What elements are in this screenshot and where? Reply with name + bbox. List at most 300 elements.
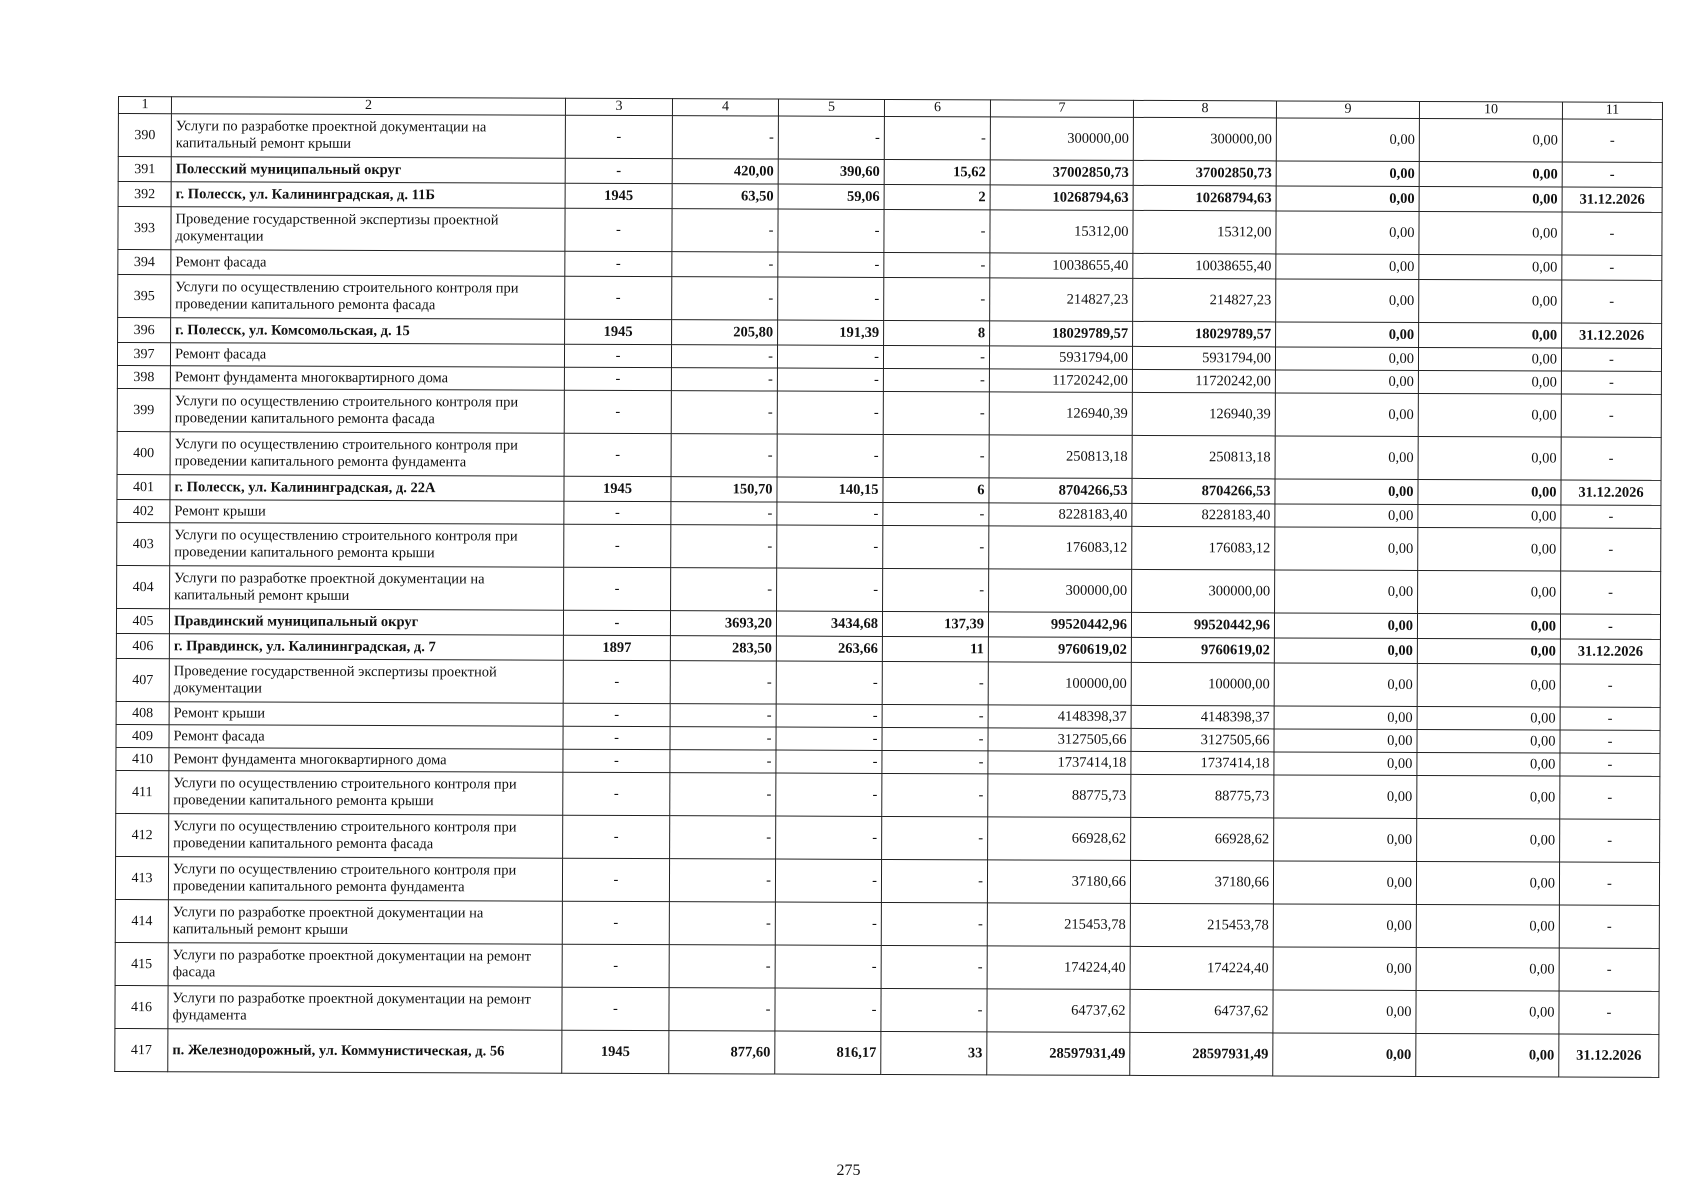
cell-col-6: - — [884, 209, 990, 252]
cell-col-6: 2 — [884, 184, 990, 209]
table-row — [117, 522, 1661, 571]
row-number: 406 — [116, 633, 169, 658]
cell-col-4: 150,70 — [671, 477, 777, 502]
cell-col-11: 31.12.2026 — [1562, 323, 1662, 348]
cell-col-8: 10038655,40 — [1133, 253, 1276, 279]
cell-col-5: - — [778, 209, 884, 252]
cell-col-10: 0,00 — [1417, 775, 1560, 819]
cell-col-5: - — [778, 116, 884, 159]
cell-col-7: 250813,18 — [989, 435, 1132, 479]
cell-col-9: 0,00 — [1276, 211, 1419, 255]
cell-col-4: - — [670, 750, 776, 773]
cell-col-8: 10268794,63 — [1133, 185, 1276, 211]
cell-col-4: - — [671, 568, 777, 611]
cell-col-8: 4148398,37 — [1131, 705, 1274, 729]
cell-col-6: - — [881, 859, 987, 902]
cell-col-6: - — [883, 368, 989, 391]
cell-col-6: - — [883, 345, 989, 368]
cell-col-5: 191,39 — [778, 320, 884, 345]
cell-year: 1945 — [562, 1030, 669, 1073]
row-number: 405 — [116, 608, 169, 633]
cell-col-4: - — [671, 525, 777, 568]
cell-year: - — [564, 524, 671, 567]
cell-col-10: 0,00 — [1416, 904, 1559, 948]
cell-col-10: 0,00 — [1417, 613, 1560, 639]
row-description: г. Правдинск, ул. Калининградская, д. 7 — [169, 634, 563, 661]
row-description: Услуги по осуществлению строительного контроля при проведении капитального ремонта фасада — [169, 814, 563, 859]
cell-year: - — [563, 703, 670, 726]
header-col-2: 2 — [171, 97, 565, 116]
header-col-7: 7 — [990, 100, 1133, 118]
cell-year: - — [563, 610, 670, 635]
cell-col-9: 0,00 — [1273, 947, 1416, 991]
cell-col-5: - — [778, 252, 884, 277]
cell-year: - — [564, 567, 671, 610]
cell-col-5: - — [777, 391, 883, 434]
cell-col-6: - — [882, 773, 988, 816]
cell-col-7: 15312,00 — [990, 210, 1133, 254]
row-number: 415 — [115, 942, 168, 985]
row-description: Проведение государственной экспертизы проектной документации — [171, 207, 565, 252]
row-number: 396 — [118, 318, 171, 343]
cell-col-9: 0,00 — [1275, 479, 1418, 505]
header-col-4: 4 — [672, 99, 778, 116]
cell-col-10: 0,00 — [1418, 504, 1561, 528]
cell-col-8: 9760619,02 — [1131, 637, 1274, 663]
cell-col-8: 11720242,00 — [1132, 369, 1275, 393]
row-number: 417 — [115, 1028, 168, 1071]
cell-col-9: 0,00 — [1274, 775, 1417, 819]
cell-col-8: 3127505,66 — [1131, 728, 1274, 752]
row-number: 393 — [118, 207, 171, 250]
table-row — [116, 770, 1660, 819]
cell-col-6: - — [883, 391, 989, 434]
table-row — [115, 985, 1659, 1034]
row-number: 399 — [117, 388, 170, 431]
row-number: 391 — [118, 157, 171, 182]
row-description: г. Полесск, ул. Калининградская, д. 22А — [170, 475, 564, 502]
cell-year: - — [564, 367, 671, 390]
cell-col-11: - — [1562, 119, 1662, 162]
header-col-6: 6 — [884, 99, 990, 116]
cell-year: - — [562, 944, 669, 987]
cell-col-6: 11 — [882, 636, 988, 661]
cell-col-10: 0,00 — [1417, 638, 1560, 664]
cell-col-7: 100000,00 — [988, 662, 1131, 706]
row-number: 413 — [115, 856, 168, 899]
cell-col-5: 390,60 — [778, 159, 884, 184]
cell-year: - — [563, 815, 670, 858]
cell-col-7: 9760619,02 — [988, 637, 1131, 663]
cell-col-9: 0,00 — [1276, 161, 1419, 187]
cell-col-7: 4148398,37 — [988, 705, 1131, 729]
header-col-10: 10 — [1419, 101, 1562, 119]
page-number: 275 — [836, 1162, 861, 1179]
cell-col-7: 11720242,00 — [989, 369, 1132, 393]
cell-col-4: - — [670, 727, 776, 750]
cell-col-8: 214827,23 — [1133, 278, 1276, 322]
cell-year: - — [563, 772, 670, 815]
header-col-3: 3 — [565, 98, 672, 115]
cell-col-4: - — [670, 773, 776, 816]
cell-col-5: 263,66 — [776, 636, 882, 661]
cell-col-11: - — [1561, 394, 1661, 437]
cell-col-10: 0,00 — [1418, 479, 1561, 505]
cell-col-8: 64737,62 — [1130, 989, 1273, 1033]
cell-col-4: - — [669, 859, 775, 902]
table-row — [115, 1028, 1659, 1077]
cell-col-8: 215453,78 — [1130, 903, 1273, 947]
cell-col-10: 0,00 — [1419, 211, 1562, 255]
row-number: 402 — [117, 499, 170, 522]
cell-col-4: - — [671, 434, 777, 477]
cell-col-11: - — [1559, 905, 1659, 948]
cell-col-8: 250813,18 — [1132, 435, 1275, 479]
cell-col-11: - — [1559, 991, 1659, 1034]
cell-col-11: - — [1560, 776, 1660, 819]
cell-col-4: - — [672, 209, 778, 252]
cell-col-7: 64737,62 — [987, 989, 1130, 1033]
cell-col-5: - — [775, 945, 881, 988]
row-description: Услуги по осуществлению строительного контроля при проведении капитального ремонта крыши — [169, 771, 563, 816]
cell-col-9: 0,00 — [1274, 818, 1417, 862]
cell-col-9: 0,00 — [1275, 436, 1418, 480]
cell-col-9: 0,00 — [1275, 504, 1418, 528]
cell-col-10: 0,00 — [1416, 947, 1559, 991]
cell-col-8: 15312,00 — [1133, 210, 1276, 254]
cell-col-10: 0,00 — [1417, 729, 1560, 753]
cell-year: - — [563, 726, 670, 749]
header-col-8: 8 — [1133, 100, 1276, 118]
cell-col-5: - — [775, 902, 881, 945]
cell-col-8: 100000,00 — [1131, 662, 1274, 706]
cell-col-10: 0,00 — [1418, 436, 1561, 480]
cell-col-11: 31.12.2026 — [1560, 639, 1660, 664]
cell-col-4: 205,80 — [672, 320, 778, 345]
cell-col-11: - — [1560, 707, 1660, 730]
row-description: Услуги по разработке проектной документации на капитальный ремонт крыши — [168, 900, 562, 945]
cell-col-7: 214827,23 — [990, 278, 1133, 322]
cell-col-5: - — [777, 525, 883, 568]
cell-col-4: - — [671, 345, 777, 368]
row-number: 397 — [117, 343, 170, 366]
cell-col-9: 0,00 — [1276, 118, 1419, 162]
row-number: 407 — [116, 658, 169, 701]
cell-col-6: - — [882, 661, 988, 704]
cell-col-4: 420,00 — [672, 159, 778, 184]
cell-col-8: 37002850,73 — [1133, 160, 1276, 186]
cell-col-8: 66928,62 — [1131, 817, 1274, 861]
cell-col-9: 0,00 — [1276, 186, 1419, 212]
row-number: 414 — [115, 899, 168, 942]
cell-col-10: 0,00 — [1417, 706, 1560, 730]
cell-col-10: 0,00 — [1419, 161, 1562, 187]
cell-col-4: 283,50 — [670, 636, 776, 661]
cell-col-6: - — [884, 116, 990, 159]
cell-col-6: 137,39 — [882, 611, 988, 636]
cell-col-9: 0,00 — [1273, 990, 1416, 1034]
cell-col-5: 140,15 — [777, 477, 883, 502]
cell-col-11: - — [1561, 371, 1661, 394]
row-number: 409 — [116, 724, 169, 747]
cell-col-5: 816,17 — [775, 1031, 881, 1074]
row-description: г. Полесск, ул. Калининградская, д. 11Б — [171, 182, 565, 209]
table-row — [116, 813, 1660, 862]
row-description: Услуги по разработке проектной документации на ремонт фундамента — [168, 986, 562, 1031]
cell-col-7: 99520442,96 — [988, 612, 1131, 638]
cell-col-8: 176083,12 — [1132, 526, 1275, 570]
cell-col-4: - — [669, 902, 775, 945]
cell-col-10: 0,00 — [1419, 186, 1562, 212]
cell-col-6: 33 — [881, 1031, 987, 1074]
cell-col-9: 0,00 — [1274, 663, 1417, 707]
cell-col-11: - — [1561, 528, 1661, 571]
cell-col-7: 10268794,63 — [990, 185, 1133, 211]
cell-col-11: - — [1561, 505, 1661, 528]
cell-year: - — [564, 433, 671, 476]
cell-col-7: 3127505,66 — [988, 728, 1131, 752]
cell-col-8: 28597931,49 — [1130, 1032, 1273, 1076]
cell-col-11: 31.12.2026 — [1559, 1034, 1659, 1077]
cell-col-10: 0,00 — [1419, 279, 1562, 323]
cell-col-5: - — [775, 859, 881, 902]
cell-col-10: 0,00 — [1416, 861, 1559, 905]
row-description: п. Железнодорожный, ул. Коммунистическая, д. 56 — [168, 1029, 562, 1074]
cell-col-4: - — [670, 661, 776, 704]
cell-col-9: 0,00 — [1276, 279, 1419, 323]
cell-col-4: - — [670, 816, 776, 859]
table-row — [118, 114, 1662, 163]
cell-col-10: 0,00 — [1417, 663, 1560, 707]
cell-year: - — [565, 276, 672, 319]
cell-col-4: - — [672, 277, 778, 320]
cell-col-9: 0,00 — [1275, 570, 1418, 614]
cell-col-6: 15,62 — [884, 159, 990, 184]
cell-year: - — [565, 158, 672, 183]
cell-col-11: 31.12.2026 — [1561, 480, 1661, 505]
header-col-1: 1 — [118, 97, 171, 114]
row-number: 403 — [117, 522, 170, 565]
cell-col-10: 0,00 — [1419, 118, 1562, 162]
cell-col-10: 0,00 — [1418, 393, 1561, 437]
cell-col-8: 300000,00 — [1132, 569, 1275, 613]
cell-col-5: - — [776, 727, 882, 750]
cell-col-6: - — [883, 434, 989, 477]
row-number: 408 — [116, 701, 169, 724]
cell-col-8: 37180,66 — [1130, 860, 1273, 904]
cell-col-7: 300000,00 — [990, 117, 1133, 161]
cell-col-6: - — [883, 502, 989, 525]
cell-col-11: - — [1559, 948, 1659, 991]
cell-col-9: 0,00 — [1275, 347, 1418, 371]
cell-col-5: - — [776, 661, 882, 704]
row-number: 398 — [117, 365, 170, 388]
cell-col-11: - — [1562, 212, 1662, 255]
row-number: 392 — [118, 182, 171, 207]
row-description: Ремонт крыши — [170, 500, 564, 525]
cell-col-6: - — [881, 945, 987, 988]
cell-col-4: 63,50 — [672, 184, 778, 209]
row-description: Ремонт фасада — [169, 725, 563, 750]
cell-col-5: - — [776, 750, 882, 773]
cell-col-11: - — [1562, 255, 1662, 280]
cell-year: 1897 — [563, 635, 670, 660]
cell-col-11: - — [1561, 348, 1661, 371]
cell-year: 1945 — [565, 183, 672, 208]
cell-col-11: - — [1560, 664, 1660, 707]
row-description: Ремонт фундамента многоквартирного дома — [169, 748, 563, 773]
cell-col-6: - — [882, 816, 988, 859]
cell-col-7: 18029789,57 — [990, 321, 1133, 347]
cell-col-4: - — [671, 391, 777, 434]
cell-col-11: - — [1560, 753, 1660, 776]
row-description: Ремонт фундамента многоквартирного дома — [170, 366, 564, 391]
cell-col-10: 0,00 — [1418, 570, 1561, 614]
cell-col-7: 37180,66 — [987, 860, 1130, 904]
cell-col-9: 0,00 — [1273, 1033, 1416, 1077]
cell-col-5: - — [778, 277, 884, 320]
row-description: Услуги по разработке проектной документации на ремонт фасада — [168, 943, 562, 988]
cell-col-5: - — [775, 988, 881, 1031]
cell-col-9: 0,00 — [1274, 706, 1417, 730]
cell-col-9: 0,00 — [1275, 393, 1418, 437]
row-description: г. Полесск, ул. Комсомольская, д. 15 — [171, 318, 565, 345]
cell-col-5: - — [777, 502, 883, 525]
cell-col-8: 126940,39 — [1132, 392, 1275, 436]
table-row — [115, 942, 1659, 991]
cell-col-8: 5931794,00 — [1132, 346, 1275, 370]
cell-year: - — [562, 901, 669, 944]
cell-col-5: - — [776, 704, 882, 727]
row-number: 412 — [116, 813, 169, 856]
cell-col-5: - — [776, 816, 882, 859]
cell-col-6: - — [881, 902, 987, 945]
cell-col-7: 88775,73 — [988, 774, 1131, 818]
cell-col-8: 99520442,96 — [1131, 612, 1274, 638]
cell-year: 1945 — [565, 319, 672, 344]
cell-col-5: - — [776, 773, 882, 816]
row-description: Ремонт фасада — [170, 343, 564, 368]
cell-col-4: - — [670, 704, 776, 727]
cell-col-4: 877,60 — [669, 1031, 775, 1074]
header-col-5: 5 — [778, 99, 884, 116]
cell-col-9: 0,00 — [1274, 613, 1417, 639]
table-row — [118, 275, 1662, 324]
cell-col-5: - — [777, 345, 883, 368]
cell-col-8: 300000,00 — [1133, 117, 1276, 161]
cell-col-4: 3693,20 — [670, 611, 776, 636]
row-description: Услуги по разработке проектной документации на капитальный ремонт крыши — [171, 114, 565, 159]
cell-year: - — [563, 749, 670, 772]
table-row — [117, 431, 1661, 480]
cell-col-10: 0,00 — [1419, 254, 1562, 280]
cell-col-7: 174224,40 — [987, 946, 1130, 990]
table-body — [115, 97, 1663, 1078]
row-number: 395 — [118, 275, 171, 318]
cell-col-5: - — [777, 368, 883, 391]
cell-col-6: 6 — [883, 477, 989, 502]
cell-col-8: 1737414,18 — [1131, 751, 1274, 775]
cell-year: - — [565, 251, 672, 276]
cell-col-6: - — [882, 750, 988, 773]
row-number: 410 — [116, 747, 169, 770]
cell-col-4: - — [671, 368, 777, 391]
cell-col-9: 0,00 — [1276, 322, 1419, 348]
cell-col-8: 88775,73 — [1131, 774, 1274, 818]
header-col-11: 11 — [1562, 102, 1662, 119]
table-row — [117, 388, 1661, 437]
cell-col-11: 31.12.2026 — [1562, 187, 1662, 212]
cell-col-7: 10038655,40 — [990, 253, 1133, 279]
cell-col-7: 176083,12 — [989, 526, 1132, 570]
table-row — [117, 565, 1661, 614]
row-description: Проведение государственной экспертизы проектной документации — [169, 659, 563, 704]
cell-col-10: 0,00 — [1418, 347, 1561, 371]
row-description: Услуги по осуществлению строительного контроля при проведении капитального ремонта фасада — [171, 275, 565, 320]
cell-year: - — [565, 115, 672, 158]
cell-year: - — [562, 858, 669, 901]
cell-col-7: 28597931,49 — [987, 1032, 1130, 1076]
cell-col-10: 0,00 — [1417, 818, 1560, 862]
row-description: Полесский муниципальный округ — [171, 157, 565, 184]
cell-col-11: - — [1560, 614, 1660, 639]
cell-year: - — [563, 660, 670, 703]
cell-year: 1945 — [564, 476, 671, 501]
cell-col-6: - — [882, 704, 988, 727]
cell-col-6: 8 — [884, 320, 990, 345]
cell-col-6: - — [881, 988, 987, 1031]
cell-col-10: 0,00 — [1419, 322, 1562, 348]
cell-col-9: 0,00 — [1274, 729, 1417, 753]
cell-col-6: - — [883, 568, 989, 611]
cell-col-9: 0,00 — [1275, 370, 1418, 394]
cell-col-7: 66928,62 — [988, 817, 1131, 861]
cell-col-7: 37002850,73 — [990, 160, 1133, 186]
cell-col-7: 8704266,53 — [989, 478, 1132, 504]
cell-col-11: - — [1561, 571, 1661, 614]
row-number: 404 — [117, 565, 170, 608]
row-description: Ремонт крыши — [169, 702, 563, 727]
row-description: Услуги по осуществлению строительного контроля при проведении капитального ремонта фундамента — [168, 857, 562, 902]
cell-col-4: - — [672, 252, 778, 277]
cell-col-4: - — [669, 988, 775, 1031]
cell-year: - — [564, 344, 671, 367]
cell-col-10: 0,00 — [1416, 990, 1559, 1034]
row-number: 400 — [117, 431, 170, 474]
cell-year: - — [564, 501, 671, 524]
cell-col-8: 8704266,53 — [1132, 478, 1275, 504]
document-sheet — [114, 96, 1662, 1078]
cell-col-7: 215453,78 — [987, 903, 1130, 947]
cell-col-11: - — [1561, 437, 1661, 480]
cell-col-9: 0,00 — [1275, 527, 1418, 571]
row-description: Услуги по разработке проектной документации на капитальный ремонт крыши — [170, 566, 564, 611]
cell-year: - — [564, 390, 671, 433]
header-col-9: 9 — [1276, 101, 1419, 119]
cell-col-10: 0,00 — [1418, 527, 1561, 571]
row-description: Услуги по осуществлению строительного контроля при проведении капитального ремонта крыши — [170, 523, 564, 568]
cell-col-7: 1737414,18 — [988, 751, 1131, 775]
table-row — [115, 899, 1659, 948]
capital-repair-table — [114, 96, 1663, 1078]
cell-col-5: 59,06 — [778, 184, 884, 209]
cell-year: - — [565, 208, 672, 251]
cell-col-11: - — [1562, 280, 1662, 323]
row-number: 401 — [117, 474, 170, 499]
cell-col-10: 0,00 — [1418, 370, 1561, 394]
row-number: 394 — [118, 250, 171, 275]
cell-col-6: - — [883, 525, 989, 568]
